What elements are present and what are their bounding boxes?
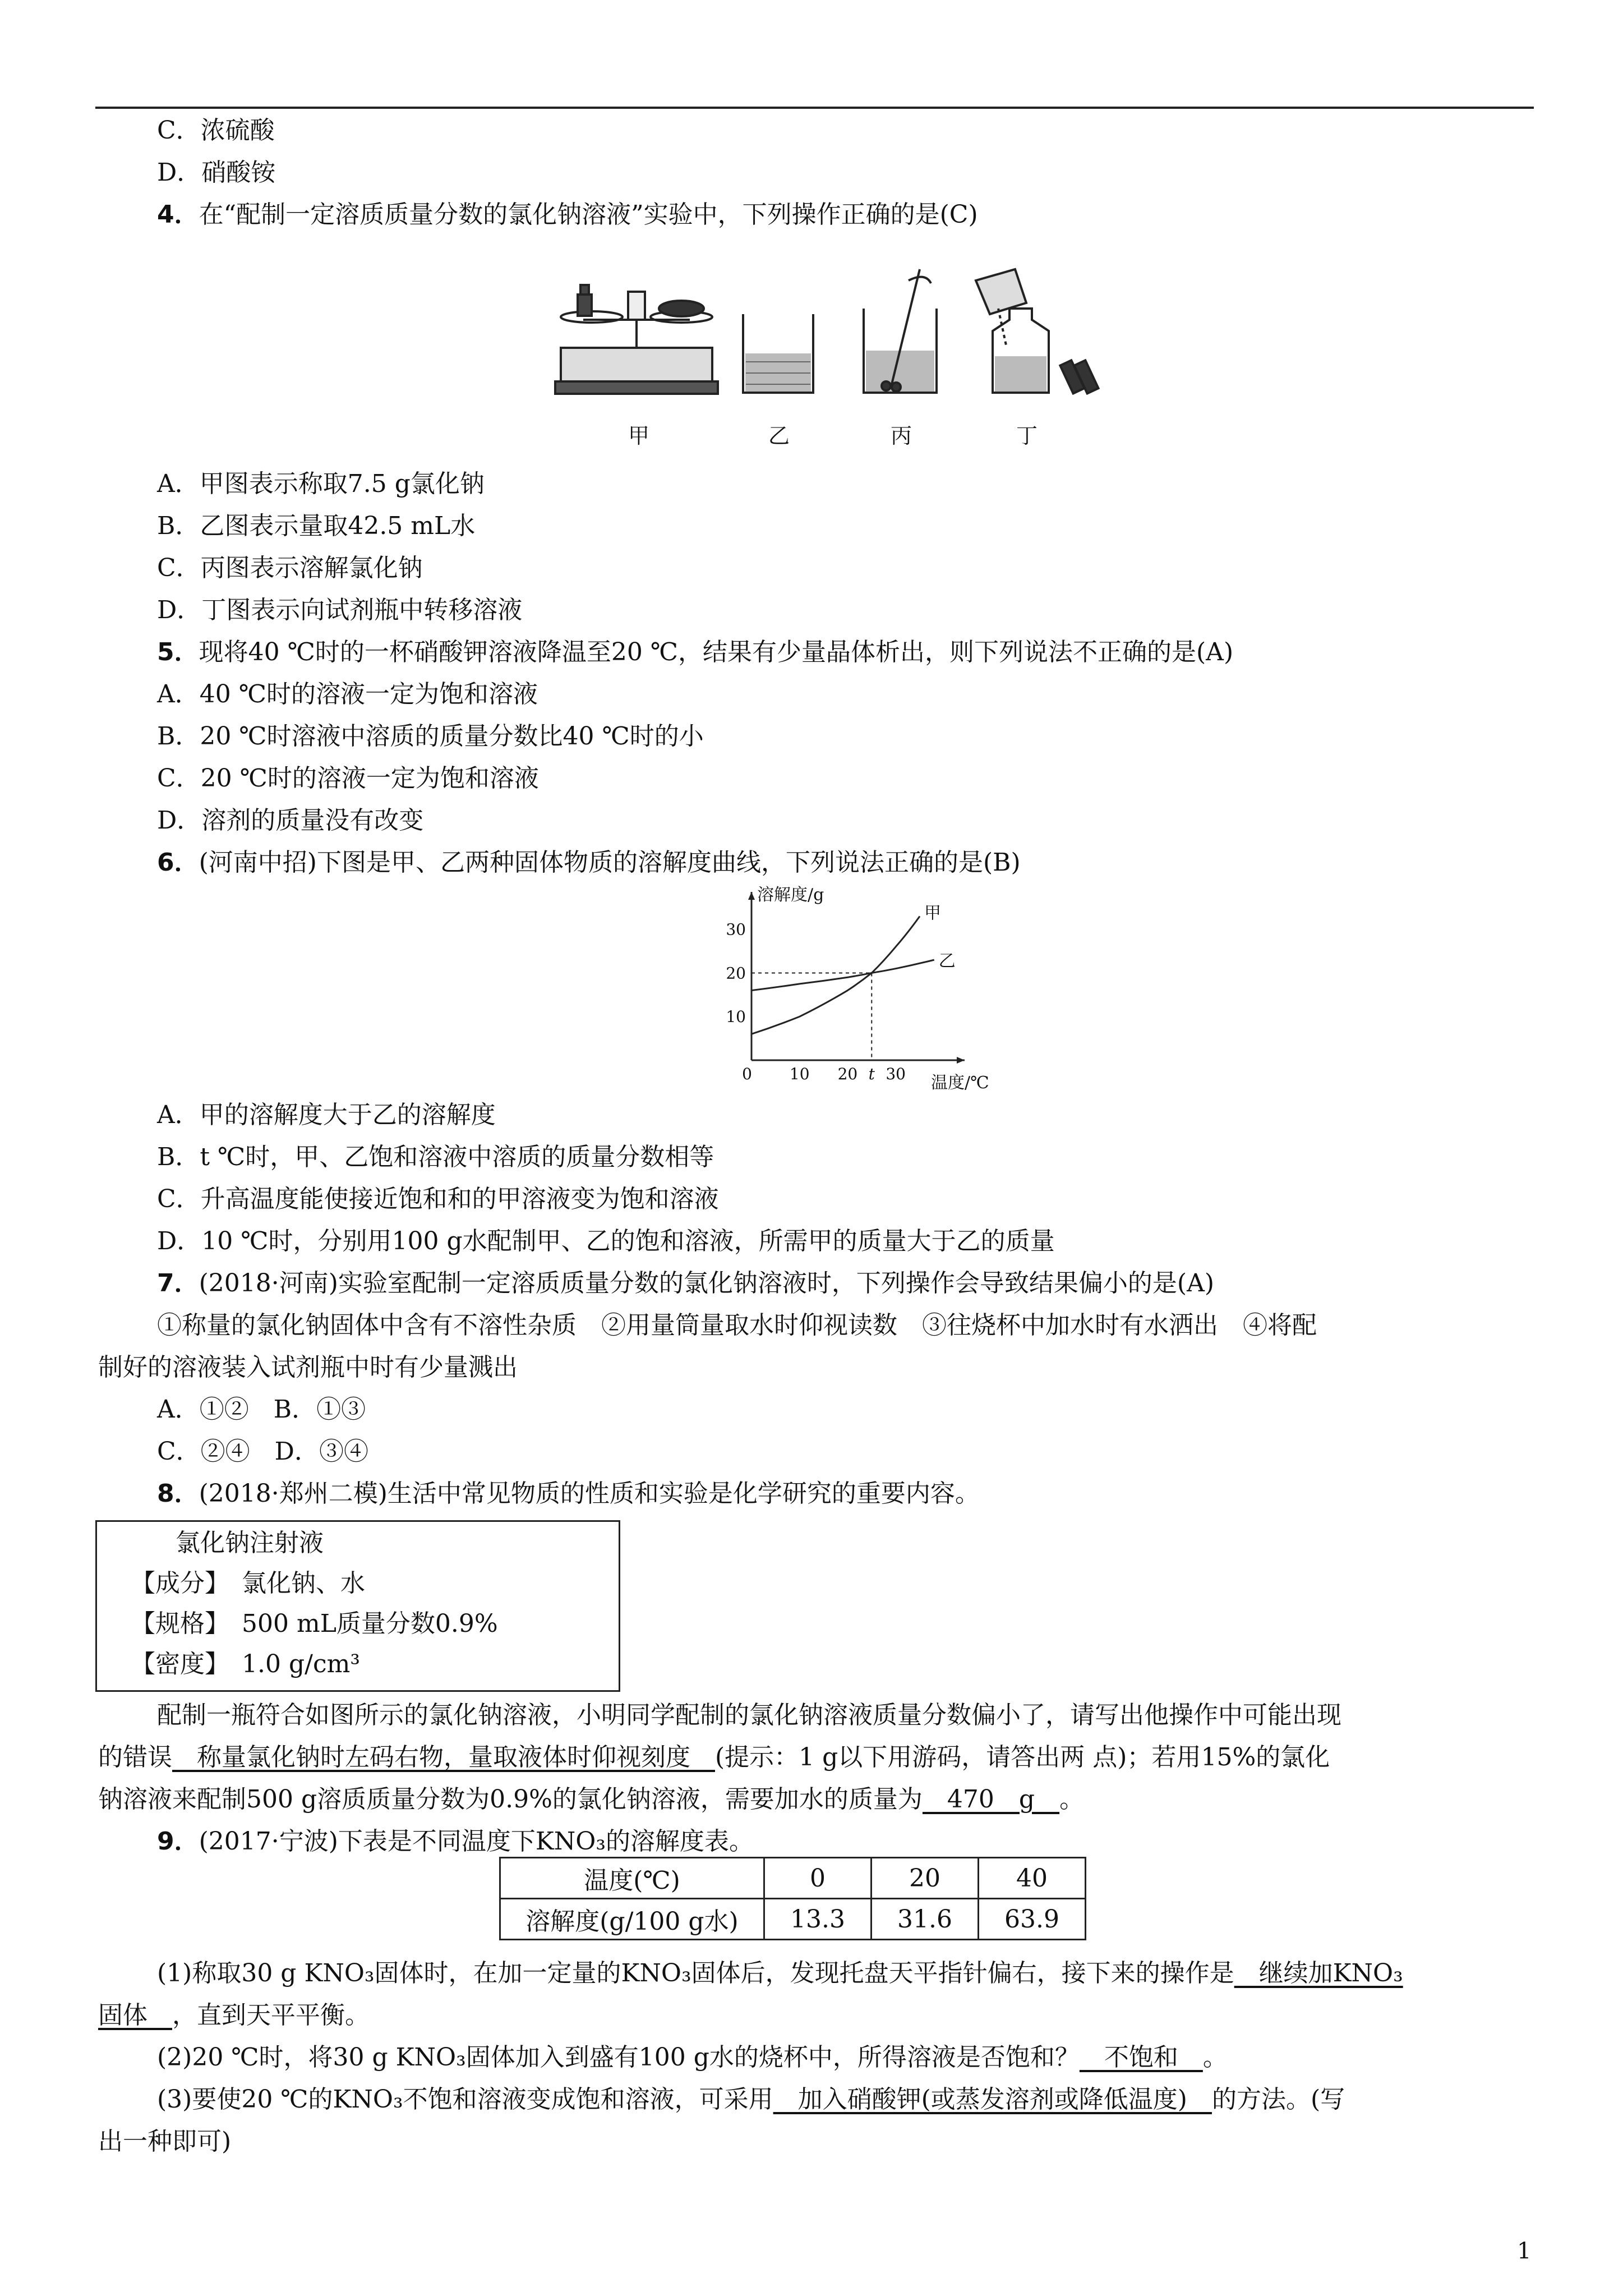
question-8 — [157, 1478, 980, 1510]
table-cell: 温度(℃) — [500, 1858, 764, 1899]
q9-part-3-cont: 出一种即可) — [98, 2127, 232, 2156]
series-label: 乙 — [938, 951, 956, 972]
chart-marks — [751, 903, 956, 1060]
text: (1)称取30 g KNO₃固体时，在加一定量的KNO₃固体后，发现托盘天平指针偏右，接下来的操作是 — [157, 1959, 1234, 1987]
q8-paragraph-1: 配制一瓶符合如图所示的氯化钠溶液，小明同学配制的氯化钠溶液质量分数偏小了，请写出他操作中可能出现 — [157, 1701, 1341, 1729]
table-cell: 0 — [764, 1858, 872, 1899]
q6-option-b: B．t ℃时，甲、乙饱和溶液中溶质的质量分数相等 — [157, 1143, 714, 1171]
x-tick-label: 30 — [886, 1065, 906, 1083]
table-cell: 31.6 — [872, 1899, 979, 1940]
q8-paragraph-3 — [98, 1784, 1084, 1815]
q5-option-d: D．溶剂的质量没有改变 — [157, 806, 424, 835]
x-axis-arrow — [957, 1057, 965, 1064]
answer-blank: 称量氯化钠时左码右物，量取液体时仰视刻度 — [172, 1743, 715, 1772]
q8-paragraph-2 — [98, 1742, 1330, 1773]
page-number: 1 — [1517, 2238, 1532, 2264]
series-line-jia — [751, 916, 920, 1034]
label-key: 【密度】 — [131, 1650, 217, 1678]
answer-blank: 加入硝酸钾(或蒸发溶剂或降低温度) — [773, 2085, 1212, 2114]
table-row — [500, 1899, 1086, 1940]
stirring-beaker-icon — [864, 269, 937, 393]
table-cell: 63.9 — [979, 1899, 1086, 1940]
label-row-spec — [131, 1608, 498, 1640]
label-row-ingredient — [131, 1568, 365, 1599]
answer-blank: 不饱和 — [1079, 2043, 1203, 2072]
label-value: 1.0 g/cm³ — [242, 1650, 360, 1678]
figure-label-ding: 丁 — [1016, 424, 1038, 448]
table-cell: 20 — [872, 1858, 979, 1899]
q7-options-ab: A．①② B．①③ — [157, 1395, 366, 1424]
q6-option-d: D．10 ℃时，分别用100 g水配制甲、乙的饱和溶液，所需甲的质量大于乙的质量 — [157, 1227, 1055, 1255]
question-text: 现将40 ℃时的一杯硝酸钾溶液降温至20 ℃，结果有少量晶体析出，则下列说法不正确的是(A) — [199, 638, 1234, 666]
figure-label-yi: 乙 — [768, 424, 790, 448]
question-number: 9． — [157, 1827, 199, 1856]
x-axis-label: 温度/℃ — [931, 1073, 989, 1093]
label-row-density — [131, 1649, 360, 1680]
q7-statements-1: ①称量的氯化钠固体中含有不溶性杂质 ②用量筒量取水时仰视读数 ③往烧杯中加水时有水洒出 ④将配 — [157, 1311, 1317, 1340]
question-number: 8． — [157, 1479, 199, 1508]
question-text: 在“配制一定溶质质量分数的氯化钠溶液”实验中，下列操作正确的是(C) — [199, 200, 978, 229]
answer-blank: 470 g — [922, 1785, 1060, 1814]
q9-part-1-cont — [98, 2000, 370, 2031]
label-key: 【规格】 — [131, 1609, 217, 1638]
header-rule — [95, 107, 1534, 109]
q4-option-a: A．甲图表示称取7.5 g氯化钠 — [157, 470, 485, 498]
text: 钠溶液来配制500 g溶质质量分数为0.9%的氯化钠溶液，需要加水的质量为 — [98, 1785, 923, 1814]
q9-part-1 — [157, 1958, 1403, 1989]
q6-option-a: A．甲的溶解度大于乙的溶解度 — [157, 1101, 496, 1129]
question-4 — [157, 199, 978, 231]
q5-option-a: A．40 ℃时的溶液一定为饱和溶液 — [157, 680, 538, 708]
series-label: 甲 — [924, 903, 941, 923]
balance-icon — [555, 285, 718, 394]
q9-part-3 — [157, 2084, 1345, 2115]
label-key: 【成分】 — [131, 1569, 217, 1598]
table-cell: 13.3 — [764, 1899, 872, 1940]
y-tick-label: 20 — [726, 964, 746, 983]
question-5 — [157, 637, 1233, 668]
y-axis-arrow — [748, 892, 755, 900]
text: (2)20 ℃时，将30 g KNO₃固体加入到盛有100 g水的烧杯中，所得溶液是否饱和？ — [157, 2043, 1080, 2072]
label-value: 500 mL质量分数0.9% — [242, 1609, 498, 1638]
lab-operations-figure — [550, 258, 1144, 466]
beaker-icon — [743, 314, 813, 393]
table-cell: 溶解度(g/100 g水) — [500, 1899, 764, 1940]
figure-label-bing: 丙 — [891, 424, 912, 448]
q4-option-c: C．丙图表示溶解氯化钠 — [157, 554, 423, 582]
x-tick-label: 10 — [789, 1065, 810, 1083]
solubility-chart — [718, 881, 989, 1094]
x-tick-label: 20 — [837, 1065, 858, 1083]
option-d-prev: D．硝酸铵 — [157, 158, 276, 187]
option-c-prev: C．浓硫酸 — [157, 116, 275, 145]
question-number: 4． — [157, 200, 199, 229]
answer-blank: 固体 — [98, 2001, 172, 2030]
label-value: 氯化钠、水 — [242, 1569, 365, 1598]
y-tick-label: 10 — [726, 1007, 746, 1027]
text: 的错误 — [98, 1743, 172, 1772]
label-title: 氯化钠注射液 — [176, 1529, 324, 1557]
table-cell: 40 — [979, 1858, 1086, 1899]
q5-option-c: C．20 ℃时的溶液一定为饱和溶液 — [157, 764, 539, 793]
question-9 — [157, 1826, 754, 1857]
q5-option-b: B．20 ℃时溶液中溶质的质量分数比40 ℃时的小 — [157, 722, 704, 751]
question-number: 6． — [157, 848, 199, 877]
x-tick-label: t — [868, 1065, 875, 1083]
q9-part-2 — [157, 2042, 1228, 2073]
series-line-yi — [751, 960, 934, 990]
q7-statements-2: 制好的溶液装入试剂瓶中时有少量溅出 — [98, 1353, 518, 1382]
question-7 — [157, 1268, 1214, 1299]
text: 的方法。(写 — [1211, 2085, 1345, 2114]
q7-options-cd: C．②④ D．③④ — [157, 1437, 368, 1466]
text: ，直到天平平衡。 — [172, 2001, 370, 2030]
table-row — [500, 1858, 1086, 1899]
text: (3)要使20 ℃的KNO₃不饱和溶液变成饱和溶液，可采用 — [157, 2085, 773, 2114]
question-6 — [157, 847, 1021, 878]
reagent-bottle-icon — [976, 269, 1099, 393]
answer-blank: 继续加KNO₃ — [1234, 1959, 1403, 1987]
question-text: (河南中招)下图是甲、乙两种固体物质的溶解度曲线，下列说法正确的是(B) — [199, 848, 1021, 877]
question-text: (2018·河南)实验室配制一定溶质质量分数的氯化钠溶液时，下列操作会导致结果偏小的是(A) — [199, 1269, 1215, 1297]
text: 。 — [1059, 1785, 1085, 1814]
y-axis-label: 溶解度/g — [757, 885, 824, 905]
question-number: 5． — [157, 638, 199, 666]
kno3-solubility-table — [499, 1857, 1086, 1940]
text: (提示：1 g以下用游码，请答出两 点)；若用15%的氯化 — [715, 1743, 1330, 1772]
x-tick-label: 0 — [742, 1065, 752, 1083]
q4-option-b: B．乙图表示量取42.5 mL水 — [157, 512, 476, 540]
y-tick-label: 30 — [726, 920, 746, 939]
injection-label-box — [95, 1520, 620, 1692]
q6-option-c: C．升高温度能使接近饱和和的甲溶液变为饱和溶液 — [157, 1185, 719, 1213]
q4-option-d: D．丁图表示向试剂瓶中转移溶液 — [157, 596, 523, 624]
question-text: (2018·郑州二模)生活中常见物质的性质和实验是化学研究的重要内容。 — [199, 1479, 980, 1508]
question-number: 7． — [157, 1269, 199, 1297]
text: 。 — [1202, 2043, 1228, 2072]
figure-label-jia: 甲 — [628, 424, 650, 448]
question-text: (2017·宁波)下表是不同温度下KNO₃的溶解度表。 — [199, 1827, 754, 1856]
